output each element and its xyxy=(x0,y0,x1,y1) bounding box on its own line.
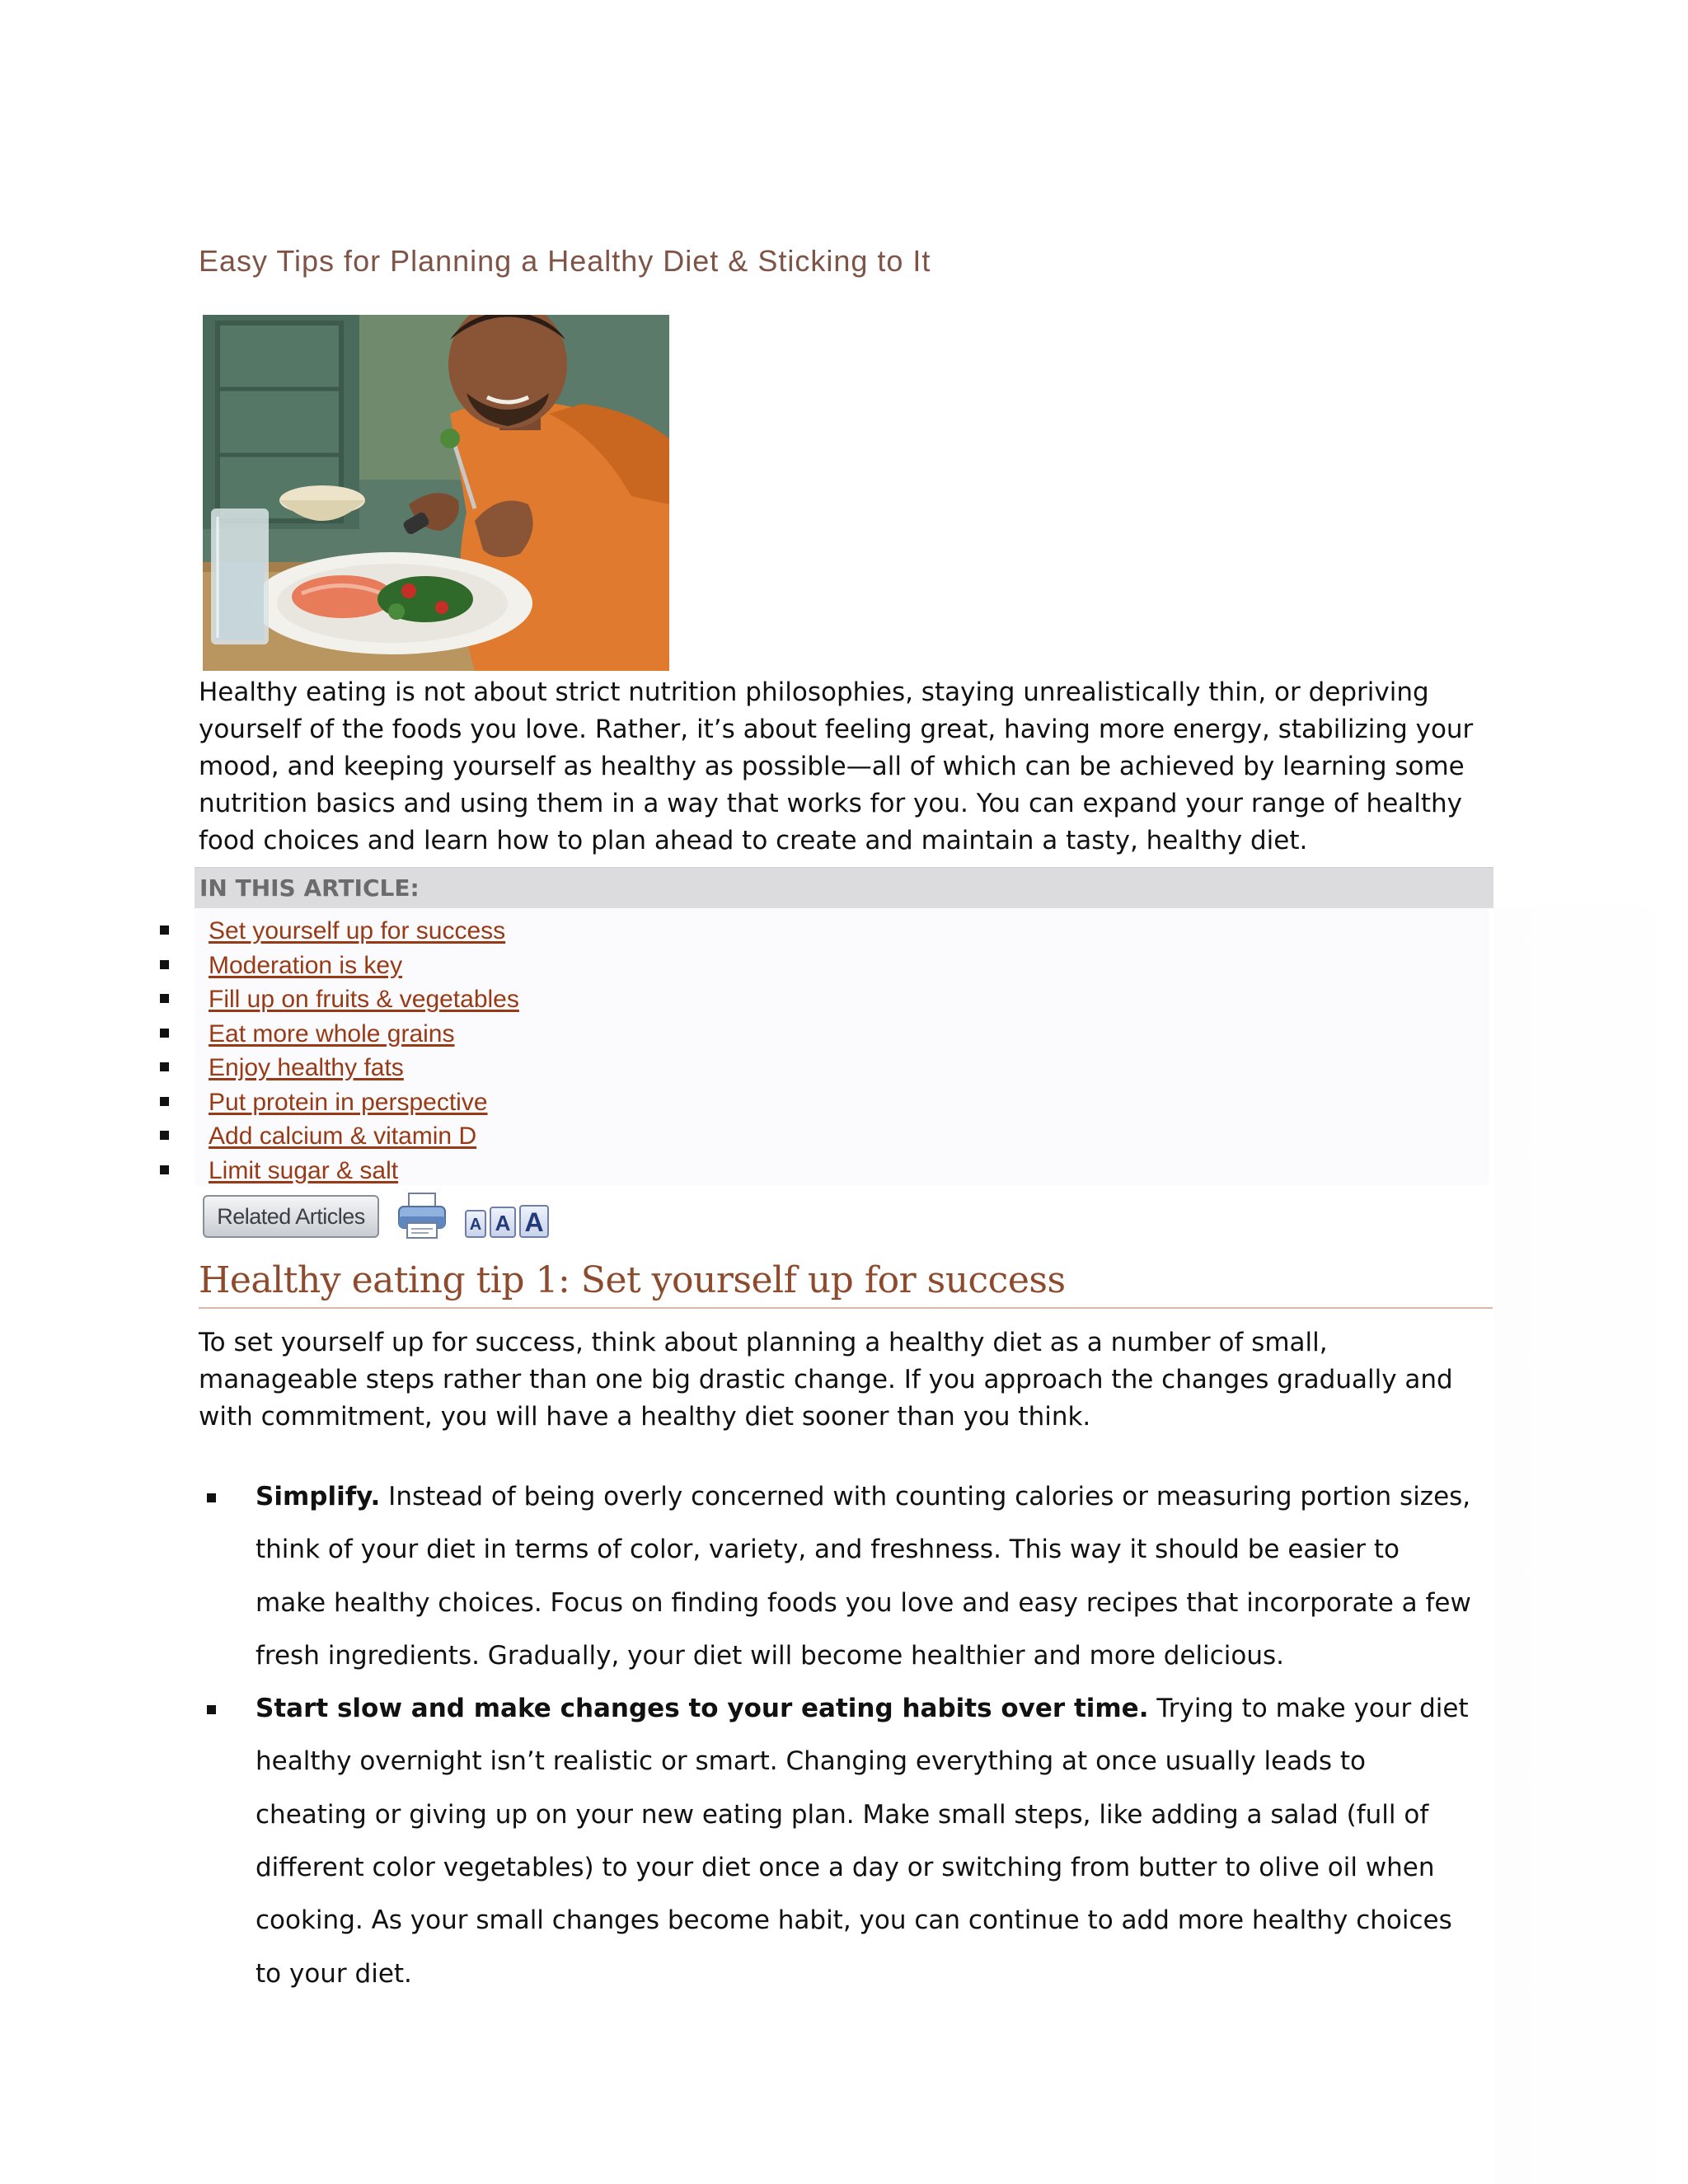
toc-item xyxy=(0,1086,519,1121)
bullet-icon xyxy=(207,1493,216,1502)
toc-item xyxy=(0,1018,519,1052)
page-title: Easy Tips for Planning a Healthy Diet & Sticking to It xyxy=(199,244,931,278)
toc-item xyxy=(0,1120,519,1155)
toc-item xyxy=(0,983,519,1018)
bullet-icon xyxy=(160,960,169,969)
printer-icon[interactable] xyxy=(396,1192,448,1241)
tip-title: Simplify. xyxy=(256,1482,381,1511)
font-size-large-button[interactable]: A xyxy=(519,1205,549,1238)
toc-link-sugar-salt[interactable]: Limit sugar & salt xyxy=(209,1156,399,1184)
related-articles-button[interactable]: Related Articles xyxy=(203,1195,379,1238)
toc-link-healthy-fats[interactable]: Enjoy healthy fats xyxy=(209,1054,404,1081)
bullet-icon xyxy=(160,994,169,1003)
bullet-icon xyxy=(207,1705,216,1714)
toc-link-calcium-vitamin-d[interactable]: Add calcium & vitamin D xyxy=(209,1122,477,1150)
bullet-icon xyxy=(160,926,169,935)
hero-image xyxy=(203,315,669,671)
list-item xyxy=(0,1682,1475,2000)
tip-title: Start slow and make changes to your eating habits over time. xyxy=(256,1694,1149,1724)
toc-item xyxy=(0,949,519,984)
page-background-shade xyxy=(1493,907,1688,2184)
toc-list xyxy=(0,915,519,1188)
bullet-icon xyxy=(160,1097,169,1106)
bullet-icon xyxy=(160,1165,169,1174)
toc-link-protein[interactable]: Put protein in perspective xyxy=(209,1088,488,1116)
article-toolbar xyxy=(203,1192,574,1241)
toc-item xyxy=(0,1052,519,1086)
bullet-icon xyxy=(160,1131,169,1140)
section-heading: Healthy eating tip 1: Set yourself up for success xyxy=(199,1259,1066,1301)
list-item xyxy=(0,1470,1475,1682)
toc-item xyxy=(0,1155,519,1189)
toc-link-whole-grains[interactable]: Eat more whole grains xyxy=(209,1019,455,1047)
section-divider xyxy=(199,1307,1493,1309)
tip-text: Trying to make your diet healthy overnight isn’t realistic or smart. Changing everything at once usually leads to cheating or giving up on your new eating plan. Make small steps, like adding a salad (full of different color vegetables) to your diet once a day or switching from butter to olive oil when cooking. As your small changes become habit, you can continue to add more healthy choices to your diet. xyxy=(256,1694,1469,1989)
font-size-small-button[interactable]: A xyxy=(465,1210,486,1238)
toc-link-fruits-vegetables[interactable]: Fill up on fruits & vegetables xyxy=(209,986,519,1013)
tip-text: Instead of being overly concerned with counting calories or measuring portion sizes, think of your diet in terms of color, variety, and freshness. This way it should be easier to make healthy choices. Focus on finding foods you love and easy recipes that incorporate a few fresh ingredients. Gradually, your diet will become healthier and more delicious. xyxy=(256,1482,1471,1671)
man-eating-healthy-meal-photo xyxy=(203,315,669,671)
intro-paragraph: Healthy eating is not about strict nutrition philosophies, staying unrealistically thin, or depriving yourself of the foods you love. Rather, it’s about feeling great, having more energy, stabilizing your mood, and keeping yourself as healthy as possible—all of which can be achieved by learning some nutrition basics and using them in a way that works for you. You can expand your range of healthy food choices and learn how to plan ahead to create and maintain a tasty, healthy diet. xyxy=(199,677,1474,855)
toc-item xyxy=(0,915,519,949)
bullet-icon xyxy=(160,1062,169,1071)
toc-link-moderation[interactable]: Moderation is key xyxy=(209,951,403,979)
bullet-icon xyxy=(160,1029,169,1038)
toc-link-success[interactable]: Set yourself up for success xyxy=(209,917,506,944)
tips-list xyxy=(0,1470,1475,2000)
section-intro-paragraph: To set yourself up for success, think about planning a healthy diet as a number of small, manageable steps rather than one big drastic change. If you approach the changes gradually and with commitment, you will have a healthy diet sooner than you think. xyxy=(199,1328,1453,1432)
font-size-medium-button[interactable]: A xyxy=(490,1207,516,1238)
toc-header xyxy=(195,867,1493,908)
toc-header-label: IN THIS ARTICLE: xyxy=(199,874,420,902)
